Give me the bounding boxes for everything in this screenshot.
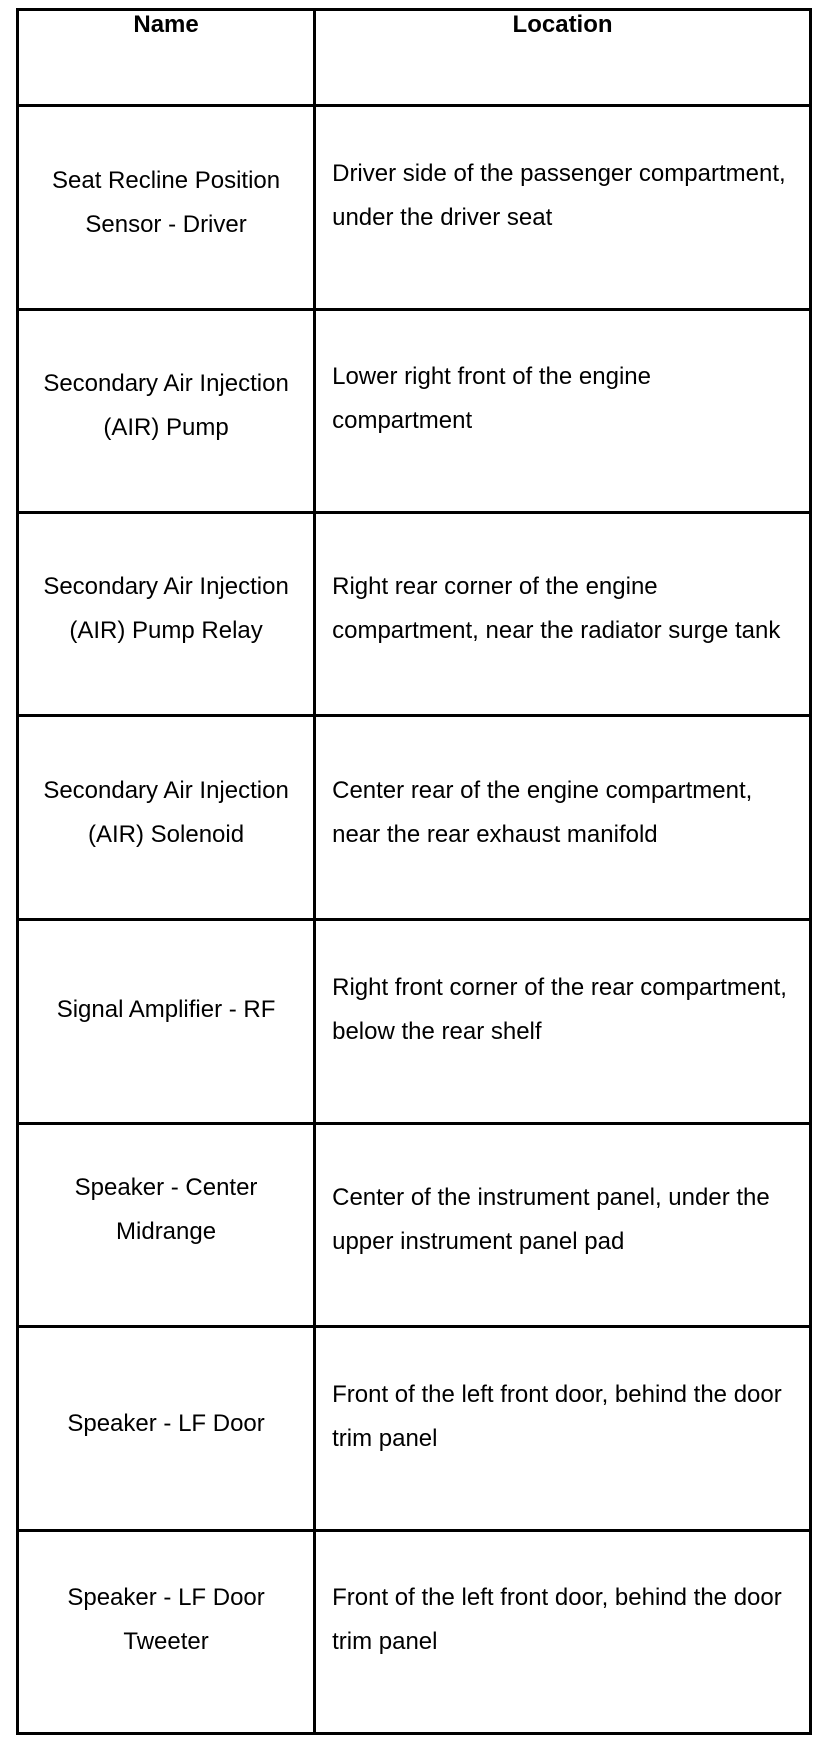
table-row bbox=[18, 920, 811, 1124]
location-cell bbox=[315, 1327, 811, 1531]
location-cell bbox=[315, 1124, 811, 1327]
component-name: Secondary Air Injection (AIR) Pump Relay bbox=[43, 573, 289, 644]
component-location: Center rear of the engine compartment, near the rear exhaust manifold bbox=[332, 776, 753, 848]
location-cell bbox=[315, 106, 811, 310]
name-cell bbox=[18, 920, 315, 1124]
location-cell bbox=[315, 1531, 811, 1734]
table-row bbox=[18, 310, 811, 513]
location-cell bbox=[315, 513, 811, 716]
name-cell bbox=[18, 513, 315, 716]
table-row bbox=[18, 716, 811, 920]
header-location: Location bbox=[315, 10, 811, 106]
location-cell bbox=[315, 920, 811, 1124]
component-name: Secondary Air Injection (AIR) Pump bbox=[43, 370, 289, 441]
table-row bbox=[18, 513, 811, 716]
location-cell bbox=[315, 310, 811, 513]
component-name: Signal Amplifier - RF bbox=[56, 995, 276, 1023]
component-name: Seat Recline Position Sensor - Driver bbox=[51, 166, 281, 238]
component-location: Center of the instrument panel, under the upper instrument panel pad bbox=[332, 1184, 770, 1255]
component-name: Speaker - LF Door Tweeter bbox=[67, 1584, 265, 1655]
component-location-table bbox=[16, 8, 812, 1735]
name-cell bbox=[18, 1531, 315, 1734]
component-name: Speaker - LF Door bbox=[67, 1409, 265, 1437]
table-row bbox=[18, 1327, 811, 1531]
component-location: Right front corner of the rear compartment, below the rear shelf bbox=[332, 973, 787, 1045]
component-name: Secondary Air Injection (AIR) Solenoid bbox=[43, 776, 289, 848]
location-cell bbox=[315, 716, 811, 920]
header-name: Name bbox=[18, 10, 315, 106]
table-row bbox=[18, 106, 811, 310]
table-row bbox=[18, 1531, 811, 1734]
component-name: Speaker - Center Midrange bbox=[74, 1174, 258, 1245]
name-cell bbox=[18, 1124, 315, 1327]
name-cell bbox=[18, 106, 315, 310]
name-cell bbox=[18, 310, 315, 513]
name-cell bbox=[18, 1327, 315, 1531]
table-row bbox=[18, 1124, 811, 1327]
component-location: Front of the left front door, behind the door trim panel bbox=[332, 1380, 782, 1452]
component-location: Right rear corner of the engine compartment, near the radiator surge tank bbox=[332, 573, 781, 644]
table-header-row bbox=[18, 10, 811, 106]
component-location: Front of the left front door, behind the door trim panel bbox=[332, 1584, 782, 1655]
component-location: Lower right front of the engine compartment bbox=[332, 363, 651, 434]
component-location: Driver side of the passenger compartment, under the driver seat bbox=[332, 159, 786, 231]
name-cell bbox=[18, 716, 315, 920]
